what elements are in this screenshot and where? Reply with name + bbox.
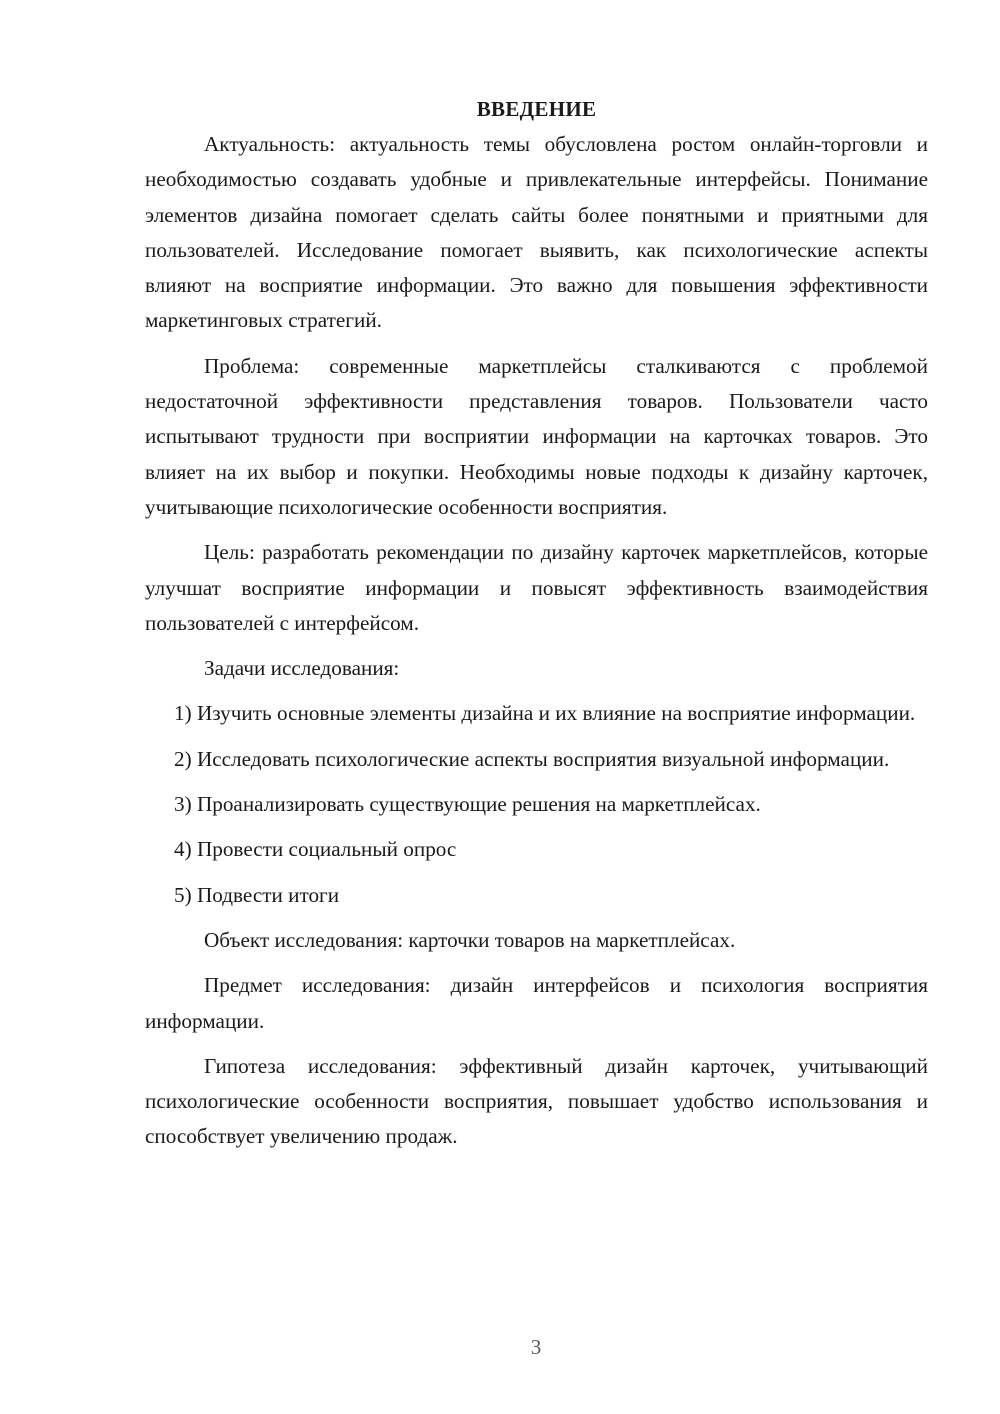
page-title: ВВЕДЕНИЕ bbox=[476, 97, 597, 121]
list-item: 5) Подвести итоги bbox=[174, 882, 340, 907]
tasks-list bbox=[145, 696, 928, 912]
paragraph-problem: Проблема: современные маркетплейсы сталкиваются с проблемой недостаточной эффективности представления товаров. Пользователи часто испытывают трудности при восприятии информации на карточках товаров. Это влияет на их выбор и покупки. Необходимы новые подходы к дизайну карточек, учитывающие психологические особенности восприятия. bbox=[145, 353, 928, 519]
paragraph-goal: Цель: разработать рекомендации по дизайну карточек маркетплейсов, которые улучшат восприятие информации и повысят эффективность взаимодействия пользователей с интерфейсом. bbox=[145, 540, 928, 635]
paragraph-hypothesis: Гипотеза исследования: эффективный дизайн карточек, учитывающий психологические особенности восприятия, повышает удобство использования и способствует увеличению продаж. bbox=[145, 1053, 928, 1149]
paragraph-object: Объект исследования: карточки товаров на маркетплейсах. bbox=[204, 927, 736, 952]
paragraph-subject: Предмет исследования: дизайн интерфейсов и психология восприятия информации. bbox=[145, 973, 928, 1033]
paragraph-relevance: Актуальность: актуальность темы обусловлена ростом онлайн-торговли и необходимостью создавать удобные и привлекательные интерфейсы. Понимание элементов дизайна помогает сделать сайты более понятными и приятными для пользователей. Исследование помогает выявить, как психологические аспекты влияют на восприятие информации. Это важно для повышения эффективности маркетинговых стратегий. bbox=[145, 132, 928, 333]
list-item: 1) Изучить основные элементы дизайна и их влияние на восприятие информации. bbox=[174, 701, 916, 726]
list-item: 4) Провести социальный опрос bbox=[174, 837, 457, 862]
list-item: 3) Проанализировать существующие решения на маркетплейсах. bbox=[174, 792, 761, 817]
page-number-text: 3 bbox=[530, 1335, 542, 1359]
page-number bbox=[0, 1335, 1000, 1360]
tasks-heading: Задачи исследования: bbox=[204, 656, 400, 681]
list-item: 2) Исследовать психологические аспекты восприятия визуальной информации. bbox=[174, 746, 890, 771]
document-body bbox=[145, 92, 928, 1155]
